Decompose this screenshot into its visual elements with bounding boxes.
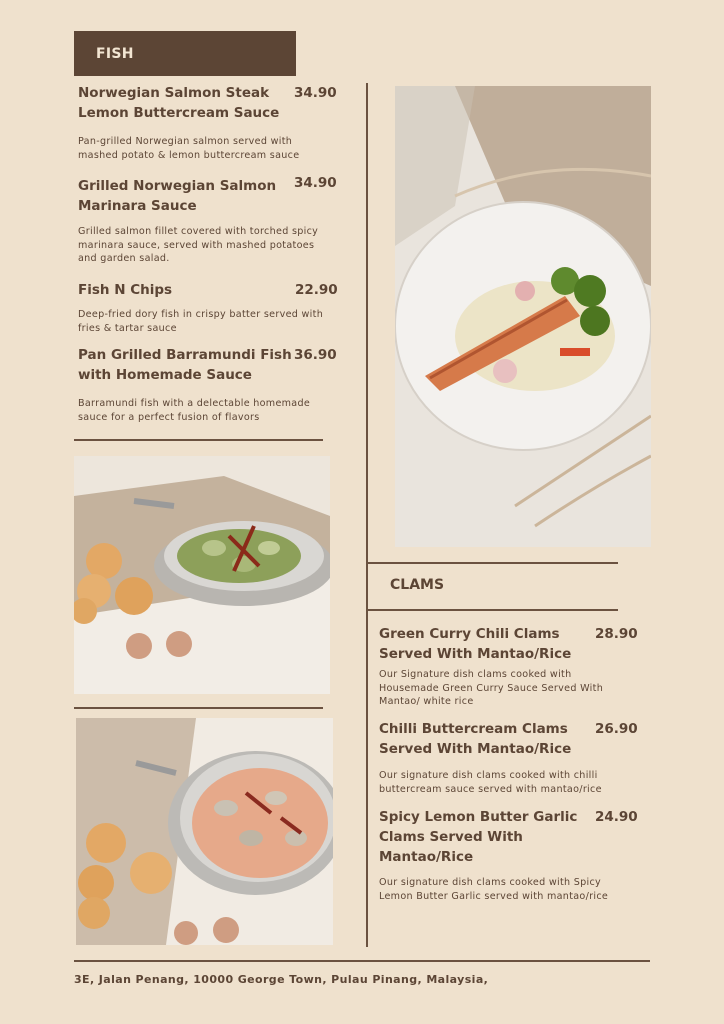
item-name: Lemon Buttercream Sauce (78, 105, 280, 121)
clams-bottom-rule (368, 609, 618, 611)
item-price: 36.90 (294, 347, 337, 363)
salmon-steak-photo (395, 86, 651, 547)
item-description: Deep-fried dory fish in crispy batter served with fries & tartar sauce (78, 309, 324, 334)
green-curry-clams-photo (74, 456, 330, 694)
item-price: 26.90 (595, 721, 638, 737)
item-description: Pan-grilled Norwegian salmon served with mashed potato & lemon buttercream sauce (78, 136, 300, 161)
address: 3E, Jalan Penang, 10000 George Town, Pulau Pinang, Malaysia, (74, 973, 489, 986)
item-name: Mantao/Rice (379, 849, 474, 865)
divider (74, 707, 323, 709)
item-name: Chilli Buttercream Clams (379, 721, 568, 737)
fish-section-title: FISH (96, 45, 134, 62)
item-description: Grilled salmon fillet covered with torched spicy marinara sauce, served with mashed potatoes and garden salad. (78, 226, 319, 264)
item-name: Clams Served With (379, 829, 523, 845)
clams-item-1 (379, 624, 609, 664)
item-price: 24.90 (595, 809, 638, 825)
item-price: 22.90 (295, 282, 338, 298)
divider (74, 439, 323, 441)
item-name: Grilled Norwegian Salmon (78, 178, 277, 194)
item-price: 34.90 (294, 175, 337, 191)
item-name: Served With Mantao/Rice (379, 646, 572, 662)
item-description: Our Signature dish clams cooked with Housemade Green Curry Sauce Served With Mantao/ white rice (379, 669, 604, 707)
item-name: Served With Mantao/Rice (379, 741, 572, 757)
item-price: 34.90 (294, 85, 337, 101)
footer-rule (74, 960, 650, 962)
clams-item-3 (379, 807, 609, 867)
item-description: Our signature dish clams cooked with chilli buttercream sauce served with mantao/rice (379, 770, 602, 795)
item-name: Norwegian Salmon Steak (78, 85, 270, 101)
item-description: Our signature dish clams cooked with Spicy Lemon Butter Garlic served with mantao/rice (379, 877, 609, 902)
clams-item-2 (379, 719, 609, 759)
item-name: Spicy Lemon Butter Garlic (379, 809, 578, 825)
item-description: Barramundi fish with a delectable homemade sauce for a perfect fusion of flavors (78, 398, 311, 423)
item-name: Marinara Sauce (78, 198, 197, 214)
item-name: Green Curry Chili Clams (379, 626, 560, 642)
clams-section-title: CLAMS (390, 577, 445, 593)
clams-top-rule (368, 562, 618, 564)
item-name: Pan Grilled Barramundi Fish (78, 347, 292, 363)
chilli-buttercream-clams-photo (76, 718, 333, 945)
column-divider (366, 83, 368, 947)
fish-section-header (74, 31, 296, 76)
item-price: 28.90 (595, 626, 638, 642)
item-name: with Homemade Sauce (78, 367, 252, 383)
item-name: Fish N Chips (78, 282, 173, 298)
